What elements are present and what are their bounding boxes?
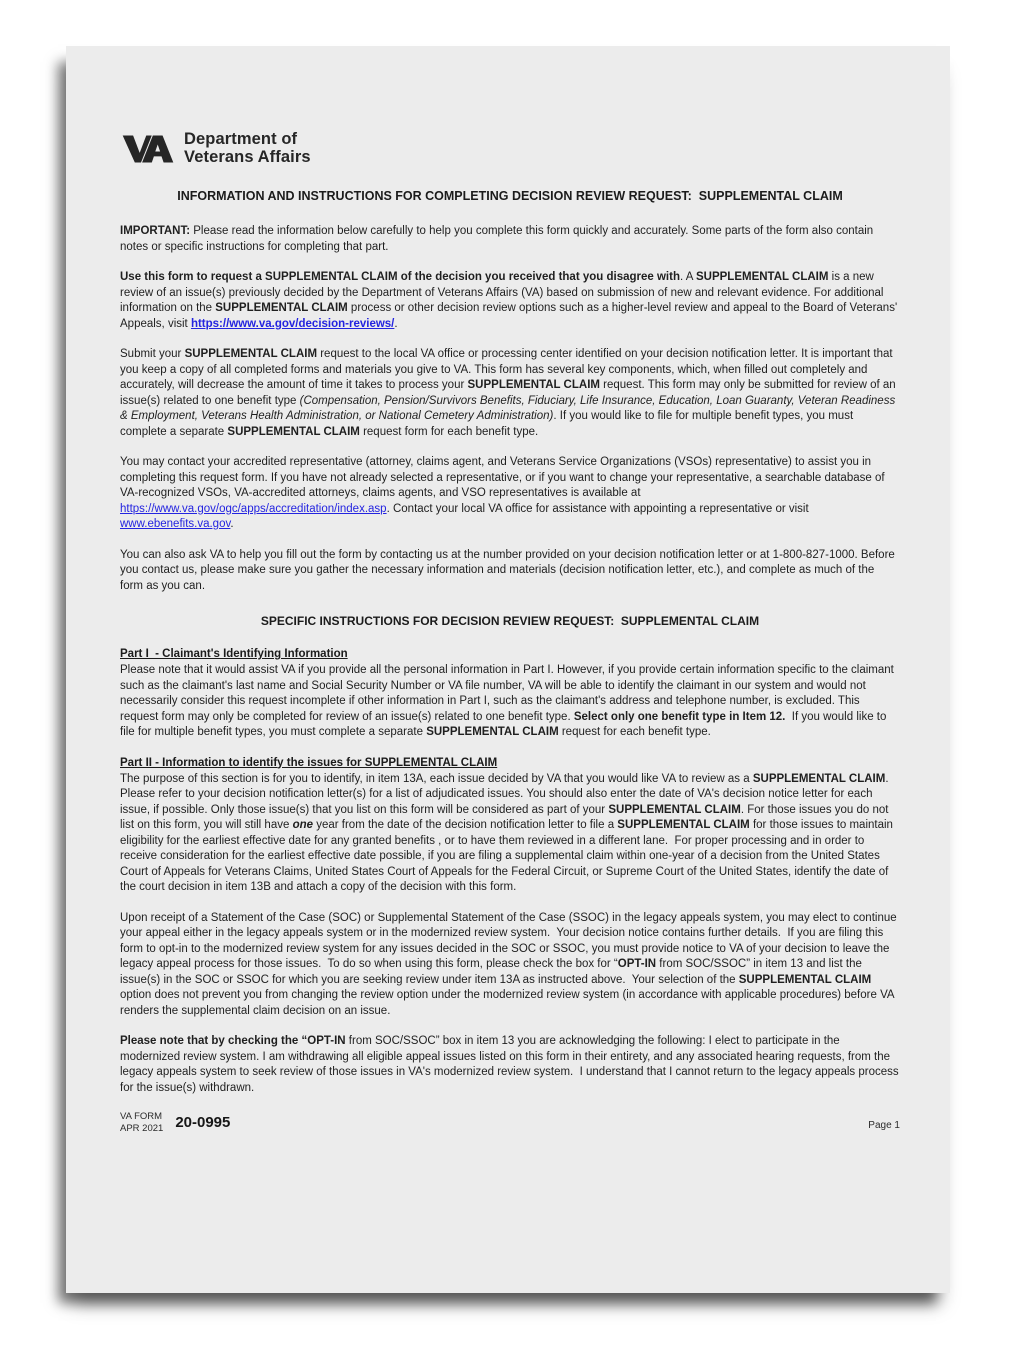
- paragraph-ask-va: [120, 548, 900, 595]
- text-run: .: [230, 518, 234, 530]
- paragraph-opt-in-note: [120, 1034, 900, 1096]
- va-logo-text: [184, 130, 311, 167]
- text-run: OPT-IN: [617, 958, 657, 970]
- paragraph-use-form: [120, 270, 900, 332]
- text-run: . For those issues you do not list on this form, you will still have: [120, 803, 892, 831]
- paragraph-upon-receipt: [120, 911, 900, 1020]
- text-run: SUPPLEMENTAL CLAIM: [695, 271, 829, 283]
- text-run: SUPPLEMENTAL CLAIM: [608, 803, 741, 816]
- part2-heading: Part II - Information to identify the issues for SUPPLEMENTAL CLAIM: [120, 756, 498, 769]
- paragraph-part2-body: [120, 772, 900, 896]
- text-run: Upon receipt of a Statement of the Case (SOC) or Supplemental Statement of the Case (SSOC) in the legacy appeals system, you may elect to continue your appeal either in the legacy appeals system or in the modernized review system. Your decision notice contains further details. If you are filing this form to opt-in to the modernized review system for any issues decided in the SOC or SSOC, you must provide notice to VA of your decision to leave the legacy appeal process for those issues. To do so when using this form, please check the box for “: [120, 911, 900, 970]
- text-run: one: [292, 819, 314, 831]
- specific-instructions-heading: SPECIFIC INSTRUCTIONS FOR DECISION REVIEW REQUEST: SUPPLEMENTAL CLAIM: [260, 614, 760, 628]
- logo-line1: Department of: [184, 129, 298, 148]
- text-run: You can also ask VA to help you fill out the form by contacting us at the number provided on your decision notification letter or at 1-800-827-1000. Before you contact us, please make sure you gather the necessary information and materials (decision notification letter, etc.), and complete as much of the form as you can.: [120, 548, 899, 592]
- text-run: Submit your: [120, 348, 185, 360]
- text-run: You may contact your accredited representative (attorney, claims agent, and Veterans Service Organizations (VSOs) representative) to assist you in completing this request form. If you have not already selected a representative, or if you want to change your representative, a searchable database of VA-recognized VSOs, VA-accredited attorneys, claims agents, and VSO representatives is available at: [120, 456, 888, 499]
- text-run: SUPPLEMENTAL CLAIM: [738, 973, 872, 986]
- text-run: request for each benefit type.: [558, 726, 711, 738]
- text-run: request to the local VA office or processing center identified on your decision notification letter. It is important that you keep a copy of all completed forms and materials you give to VA. This form has several key components, which, when filled out completely and accurately, will decrease the amount of time it takes to process your: [120, 348, 896, 391]
- text-run: SUPPLEMENTAL CLAIM: [184, 348, 318, 360]
- page-footer: [120, 1111, 900, 1134]
- page-number: Page 1: [868, 1120, 900, 1131]
- text-run: SUPPLEMENTAL CLAIM: [227, 425, 360, 438]
- hyperlink[interactable]: https://www.va.gov/ogc/apps/accreditation/index.asp: [120, 502, 387, 515]
- text-run: SUPPLEMENTAL CLAIM: [426, 726, 559, 738]
- text-run: If you would like to file for multiple benefit types, you must complete a separate: [120, 710, 890, 738]
- form-label: [120, 1111, 163, 1134]
- text-run: for those issues to maintain eligibility for the earliest effective date for any granted benefits , or to have them reviewed in a different lane. For proper processing and in order to receive consideration for the earliest effective date possible, if you are filing a supplemental claim within one-year of a decision from the United States Court of Appeals for Veterans Claims, United States Court of Appeals for the Federal Circuit, or Supreme Court of the United States, identify the date of the court decision in item 13B and attach a copy of the decision with this form.: [120, 819, 897, 893]
- form-label-line1: VA FORM: [120, 1111, 163, 1122]
- paragraph-submit: [120, 347, 900, 440]
- hyperlink[interactable]: www.ebenefits.va.gov: [120, 518, 231, 530]
- paragraph-contact-representative: [120, 455, 900, 533]
- text-run: Use this form to request a SUPPLEMENTAL CLAIM of the decision you received that you disagree with: [120, 271, 680, 283]
- part1-heading: Part I - Claimant's Identifying Information: [120, 648, 348, 660]
- paragraph-part1-body: [120, 663, 900, 741]
- form-identifier: [120, 1111, 230, 1134]
- va-logo-icon: [122, 128, 174, 168]
- text-run: Select only one benefit type in Item 12.: [573, 710, 786, 723]
- text-run: from SOC/SSOC” box in item 13 you are acknowledging the following: I elect to participate in the modernized review system. I am withdrawing all eligible appeal issues listed on this form in their entirety, and any associated hearing requests, from the legacy appeals system to seek review of those issues in VA's modernized review system. I understand that I cannot return to the legacy appeals process for the issue(s) withdrawn.: [120, 1035, 902, 1094]
- paragraph-important: [120, 224, 900, 255]
- text-run: Please note that it would assist VA if you provide all the personal information in Part I. However, if you provide certain information specific to the claimant such as the claimant's last name and Social Security Number or VA file number, VA will be able to identify the claimant in our system and would not necessarily consider this request incomplete if other information in Part I, such as the claimant's address and telephone number, is excluded. This request form may only be completed for review of an issue(s) related to one benefit type.: [120, 664, 898, 723]
- text-run: IMPORTANT:: [120, 225, 194, 237]
- text-run: . Contact your local VA office for assistance with appointing a representative or visit: [386, 502, 812, 515]
- text-run: request. This form may only be submitted for review of an issue(s) related to one benefit type: [120, 379, 899, 407]
- text-run: SUPPLEMENTAL CLAIM: [215, 302, 348, 314]
- text-run: SUPPLEMENTAL CLAIM: [617, 819, 750, 831]
- text-run: SUPPLEMENTAL CLAIM: [752, 772, 886, 785]
- text-run: Please note that by checking the “OPT-IN: [120, 1035, 346, 1047]
- text-run: from SOC/SSOC” in item 13 and list the issue(s) in the SOC or SSOC for which you are seeking review under item 13A as instructed above. Your selection of the: [120, 958, 866, 986]
- text-run: The purpose of this section is for you to identify, in item 13A, each issue decided by VA that you would like VA to review as a: [120, 772, 753, 785]
- text-run: . Please refer to your decision notification letter(s) for a list of adjudicated issues. You should also enter the date of VA's decision notice letter for each issue, if possible. Only those issue(s) that you list on this form will be considered as part of your: [120, 772, 892, 816]
- text-run: Please read the information below carefully to help you complete this form quickly and accurately. Some parts of the form also contain notes or specific instructions for completing that part.: [120, 225, 877, 253]
- text-run: . A: [679, 271, 696, 283]
- text-run: process or other decision review options such as a higher-level review and appeal to the Board of Veterans' Appeals, visit: [120, 302, 900, 330]
- text-run: year from the date of the decision notification letter to file a: [313, 819, 618, 831]
- text-run: request form for each benefit type.: [359, 425, 539, 438]
- logo-line2: Veterans Affairs: [184, 148, 311, 166]
- text-run: option does not prevent you from changing the review option under the modernized review system (in accordance with applicable procedures) before VA renders the supplemental claim decision on an issue.: [120, 973, 898, 1017]
- text-run: (Compensation, Pension/Survivors Benefits, Fiduciary, Life Insurance, Education, Loan Guaranty, Veteran Readiness & Employment, Veterans Health Administration, or National Cemetery Administration): [120, 394, 899, 422]
- form-number: 20-0995: [175, 1114, 231, 1131]
- text-run: .: [394, 317, 398, 330]
- text-run: SUPPLEMENTAL CLAIM: [467, 379, 600, 391]
- text-run: is a new review of an issue(s) previously decided by the Department of Veterans Affairs (VA) based on submission of new and relevant evidence. For additional information on the: [120, 271, 887, 314]
- text-run: . If you would like to file for multiple benefit types, you must complete a separate: [120, 410, 857, 438]
- document-title: INFORMATION AND INSTRUCTIONS FOR COMPLETING DECISION REVIEW REQUEST: SUPPLEMENTAL CLAIM: [177, 189, 843, 203]
- form-page: [66, 46, 950, 1293]
- form-label-line2: APR 2021: [120, 1122, 164, 1134]
- va-logo-block: [122, 128, 900, 168]
- hyperlink[interactable]: https://www.va.gov/decision-reviews/: [190, 317, 395, 330]
